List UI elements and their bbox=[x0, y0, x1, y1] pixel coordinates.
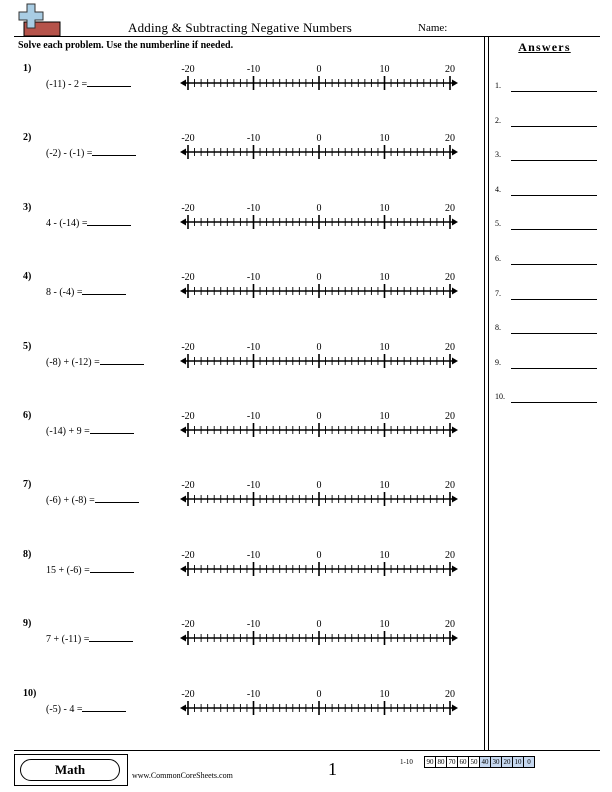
problem-number: 9) bbox=[23, 618, 32, 630]
number-line-label: -10 bbox=[246, 688, 261, 700]
answer-line[interactable] bbox=[511, 299, 597, 300]
number-line-label: -20 bbox=[181, 272, 195, 284]
number-line-label: -10 bbox=[246, 133, 261, 145]
name-label: Name: bbox=[418, 22, 448, 34]
expression-text: 8 - (-4) = bbox=[46, 287, 83, 299]
answer-blank[interactable] bbox=[100, 355, 144, 365]
expression-text: (-5) - 4 = bbox=[46, 703, 83, 715]
answer-line[interactable] bbox=[511, 264, 597, 265]
problem-number: 7) bbox=[23, 479, 32, 491]
arrow-left-icon bbox=[180, 80, 186, 87]
instructions: Solve each problem. Use the numberline if needed. bbox=[18, 40, 234, 51]
number-line-label: 10 bbox=[379, 619, 390, 631]
number-line-label: -20 bbox=[181, 64, 195, 75]
arrow-right-icon bbox=[452, 635, 458, 642]
number-line-label: -10 bbox=[246, 411, 261, 422]
number-line-label: 20 bbox=[445, 549, 455, 561]
number-line-label: 0 bbox=[316, 619, 322, 631]
answer-blank[interactable] bbox=[87, 77, 131, 87]
number-line-label: -10 bbox=[246, 341, 261, 353]
problem-row bbox=[0, 132, 484, 182]
number-line-label: 20 bbox=[445, 64, 455, 75]
answer-number: 2. bbox=[495, 115, 501, 125]
answer-blank[interactable] bbox=[82, 702, 126, 712]
problem-row bbox=[0, 618, 484, 668]
problem-expression bbox=[46, 563, 134, 576]
answer-row bbox=[495, 249, 597, 265]
answers-title: Answers bbox=[518, 40, 571, 54]
score-cell: 0 bbox=[523, 756, 535, 768]
number-line-label: 20 bbox=[445, 688, 455, 700]
arrow-left-icon bbox=[180, 635, 186, 642]
answer-number: 1. bbox=[495, 81, 501, 90]
problem-expression bbox=[46, 424, 134, 437]
number-line-label: -10 bbox=[246, 272, 261, 284]
arrow-left-icon bbox=[180, 496, 186, 503]
arrow-left-icon bbox=[180, 427, 186, 434]
number-line-label: 0 bbox=[316, 411, 322, 422]
arrow-left-icon bbox=[180, 704, 186, 711]
answer-blank[interactable] bbox=[82, 285, 126, 295]
problem-row bbox=[0, 410, 484, 460]
problem-expression bbox=[46, 146, 136, 159]
answer-line[interactable] bbox=[511, 195, 597, 196]
answer-number: 4. bbox=[495, 184, 501, 194]
number-line bbox=[178, 271, 468, 305]
score-cell: 80 bbox=[435, 756, 447, 768]
answer-blank[interactable] bbox=[92, 146, 136, 156]
number-line bbox=[178, 410, 468, 444]
answer-row bbox=[495, 180, 597, 196]
number-line-label: 10 bbox=[379, 480, 390, 492]
worksheet-title: Adding & Subtracting Negative Numbers bbox=[128, 20, 353, 35]
answer-column-divider bbox=[484, 37, 485, 750]
site-url: www.CommonCoreSheets.com bbox=[132, 771, 233, 780]
problem-number: 2) bbox=[23, 132, 32, 144]
number-line bbox=[178, 341, 468, 375]
answer-number: 6. bbox=[495, 254, 501, 263]
number-line-label: -20 bbox=[181, 480, 195, 492]
score-range-label: 1-10 bbox=[400, 758, 413, 766]
number-line-label: 0 bbox=[316, 549, 322, 561]
number-line-label: 20 bbox=[445, 411, 455, 422]
score-cell: 20 bbox=[501, 756, 513, 768]
number-line-label: -20 bbox=[181, 133, 195, 145]
problem-number: 4) bbox=[23, 271, 32, 283]
answer-blank[interactable] bbox=[89, 632, 133, 642]
arrow-right-icon bbox=[452, 357, 458, 364]
answer-line[interactable] bbox=[511, 229, 597, 230]
number-line-label: 20 bbox=[445, 133, 455, 145]
problem-row bbox=[0, 549, 484, 599]
number-line-label: -20 bbox=[181, 688, 195, 700]
problem-row bbox=[0, 479, 484, 529]
expression-text: (-8) + (-12) = bbox=[46, 356, 100, 368]
number-line bbox=[178, 202, 468, 236]
number-line-label: 20 bbox=[445, 341, 455, 353]
answer-blank[interactable] bbox=[90, 563, 134, 573]
problem-number: 3) bbox=[23, 201, 32, 213]
number-line bbox=[178, 549, 468, 583]
answer-blank[interactable] bbox=[87, 216, 131, 226]
footer-rule bbox=[14, 750, 600, 751]
number-line-label: -20 bbox=[181, 619, 195, 631]
problem-number: 1) bbox=[23, 63, 32, 74]
answer-number: 5. bbox=[495, 219, 501, 229]
score-cell: 40 bbox=[479, 756, 491, 768]
number-line-label: 20 bbox=[445, 202, 455, 214]
answer-line[interactable] bbox=[511, 91, 597, 92]
number-line-label: 0 bbox=[316, 133, 322, 145]
number-line-label: 0 bbox=[316, 202, 322, 214]
number-line-label: 20 bbox=[445, 619, 455, 631]
number-line-label: 10 bbox=[379, 688, 390, 700]
arrow-right-icon bbox=[452, 288, 458, 295]
number-line-label: 0 bbox=[316, 688, 322, 700]
score-cell: 90 bbox=[424, 756, 436, 768]
expression-text: 4 - (-14) = bbox=[46, 217, 88, 229]
expression-text: (-6) + (-8) = bbox=[46, 495, 95, 507]
answer-row bbox=[495, 284, 597, 300]
answer-line[interactable] bbox=[511, 402, 597, 403]
score-cell: 30 bbox=[490, 756, 502, 768]
problem-expression bbox=[46, 216, 131, 229]
problem-number: 8) bbox=[23, 548, 32, 560]
number-line-label: 10 bbox=[379, 549, 390, 561]
answer-line[interactable] bbox=[511, 333, 597, 334]
answer-blank[interactable] bbox=[90, 424, 134, 434]
worksheet-header bbox=[0, 0, 612, 38]
number-line-label: -20 bbox=[181, 341, 195, 353]
problem-number: 10) bbox=[23, 687, 37, 699]
number-line-label: -10 bbox=[246, 480, 261, 492]
answer-number: 10. bbox=[495, 392, 505, 402]
number-line-label: -20 bbox=[181, 202, 195, 214]
problem-expression bbox=[46, 355, 144, 368]
number-line-label: -20 bbox=[181, 549, 195, 561]
header-rule bbox=[14, 36, 600, 37]
problem-expression bbox=[46, 632, 133, 645]
problem-number: 6) bbox=[23, 410, 32, 421]
number-line-label: -10 bbox=[246, 202, 261, 214]
answer-row bbox=[495, 145, 597, 161]
expression-text: (-2) - (-1) = bbox=[46, 148, 93, 160]
answer-row bbox=[495, 353, 597, 369]
number-line-label: 10 bbox=[379, 272, 390, 284]
number-line-label: -10 bbox=[246, 619, 261, 631]
arrow-right-icon bbox=[452, 496, 458, 503]
arrow-left-icon bbox=[180, 288, 186, 295]
arrow-right-icon bbox=[452, 704, 458, 711]
number-line bbox=[178, 63, 468, 97]
number-line-label: 10 bbox=[379, 411, 390, 422]
answer-row bbox=[495, 318, 597, 334]
answer-row bbox=[495, 387, 597, 403]
answer-number: 7. bbox=[495, 288, 501, 298]
expression-text: (-11) - 2 = bbox=[46, 79, 88, 90]
page-number: 1 bbox=[328, 759, 337, 779]
problem-row bbox=[0, 63, 484, 113]
score-strip bbox=[424, 756, 534, 768]
arrow-left-icon bbox=[180, 565, 186, 572]
number-line-label: 0 bbox=[316, 272, 322, 284]
problem-row bbox=[0, 341, 484, 391]
arrow-right-icon bbox=[452, 80, 458, 87]
score-cell: 10 bbox=[512, 756, 524, 768]
answer-number: 8. bbox=[495, 323, 501, 333]
arrow-left-icon bbox=[180, 357, 186, 364]
arrow-right-icon bbox=[452, 565, 458, 572]
answer-row bbox=[495, 111, 597, 127]
arrow-left-icon bbox=[180, 218, 186, 225]
arrow-right-icon bbox=[452, 149, 458, 156]
score-cell: 50 bbox=[468, 756, 480, 768]
expression-text: 15 + (-6) = bbox=[46, 564, 90, 576]
problem-row bbox=[0, 688, 484, 738]
number-line-label: 20 bbox=[445, 272, 455, 284]
problem-expression bbox=[46, 77, 131, 90]
arrow-right-icon bbox=[452, 427, 458, 434]
arrow-right-icon bbox=[452, 218, 458, 225]
subject-badge: Math bbox=[20, 759, 120, 781]
number-line bbox=[178, 688, 468, 722]
answer-column-divider bbox=[488, 37, 489, 750]
answer-row bbox=[495, 76, 597, 92]
number-line-label: 0 bbox=[316, 480, 322, 492]
score-cell: 70 bbox=[446, 756, 458, 768]
number-line-label: 10 bbox=[379, 133, 390, 145]
number-line bbox=[178, 479, 468, 513]
number-line bbox=[178, 618, 468, 652]
problem-row bbox=[0, 202, 484, 252]
arrow-left-icon bbox=[180, 149, 186, 156]
problem-expression bbox=[46, 493, 139, 506]
number-line-label: 20 bbox=[445, 480, 455, 492]
expression-text: (-14) + 9 = bbox=[46, 426, 90, 437]
number-line bbox=[178, 132, 468, 166]
number-line-label: 10 bbox=[379, 202, 390, 214]
number-line-label: -10 bbox=[246, 549, 261, 561]
number-line-label: 10 bbox=[379, 64, 390, 75]
answer-line[interactable] bbox=[511, 126, 597, 127]
problem-row bbox=[0, 271, 484, 321]
problem-number: 5) bbox=[23, 340, 32, 352]
plus-minus-logo-icon bbox=[14, 2, 70, 38]
answer-blank[interactable] bbox=[95, 493, 139, 503]
score-cell: 60 bbox=[457, 756, 469, 768]
problem-expression bbox=[46, 702, 126, 715]
expression-text: 7 + (-11) = bbox=[46, 634, 90, 646]
number-line-label: -20 bbox=[181, 411, 195, 422]
answer-line[interactable] bbox=[511, 160, 597, 161]
answer-line[interactable] bbox=[511, 368, 597, 369]
answer-row bbox=[495, 214, 597, 230]
answer-number: 9. bbox=[495, 357, 501, 367]
number-line-label: 0 bbox=[316, 341, 322, 353]
number-line-label: -10 bbox=[246, 64, 261, 75]
number-line-label: 0 bbox=[316, 64, 322, 75]
answer-number: 3. bbox=[495, 150, 501, 160]
problem-expression bbox=[46, 285, 126, 298]
number-line-label: 10 bbox=[379, 341, 390, 353]
